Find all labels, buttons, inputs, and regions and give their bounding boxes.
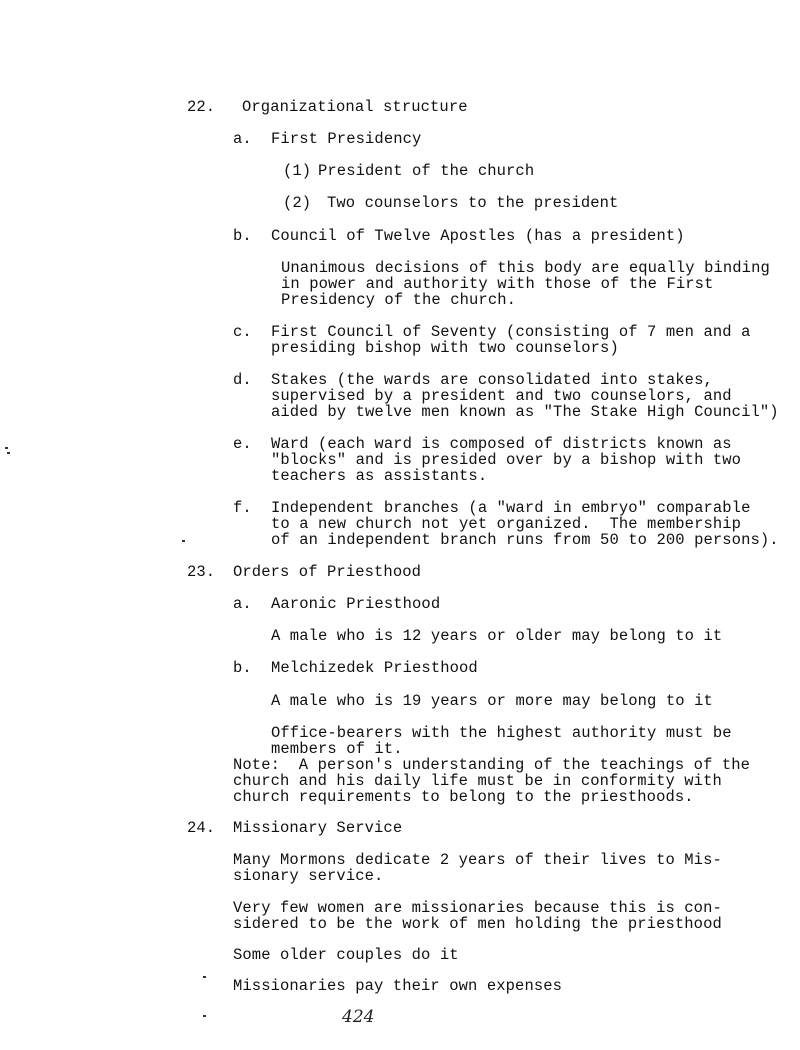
scan-speck (203, 976, 206, 978)
item-22c-letter: c. (233, 323, 252, 341)
scan-speck (5, 447, 8, 449)
item-22b-desc-line: Unanimous decisions of this body are equally binding (281, 259, 770, 277)
page-mark: 424 (342, 1007, 375, 1027)
item-22f-line: Independent branches (a "ward in embryo" comparable (271, 499, 751, 517)
paragraph-line: sionary service. (233, 867, 384, 885)
paragraph-line: Many Mormons dedicate 2 years of their lives to Mis- (233, 851, 722, 869)
item-22f-line: of an independent branch runs from 50 to 200 persons). (271, 531, 779, 549)
scan-speck (203, 1015, 206, 1017)
item-23a-desc: A male who is 12 years or older may belong to it (271, 627, 723, 645)
paragraph-line: Some older couples do it (233, 946, 459, 964)
item-23b-desc2-line: members of it. (271, 740, 403, 758)
item-22c-line: First Council of Seventy (consisting of 7 men and a (271, 323, 751, 341)
item-22b-label: Council of Twelve Apostles (has a president) (271, 227, 685, 245)
scan-speck (7, 452, 10, 454)
paragraph-line: Missionaries pay their own expenses (233, 977, 563, 995)
item-23b-desc: A male who is 19 years or more may belong to it (271, 692, 713, 710)
item-23a-label: Aaronic Priesthood (271, 595, 441, 613)
item-23a-letter: a. (233, 595, 252, 613)
item-23b-label: Melchizedek Priesthood (271, 659, 478, 677)
scan-speck (182, 540, 185, 542)
item-22d-line: supervised by a president and two counselors, and (271, 387, 732, 405)
section-24-number: 24. (187, 819, 216, 837)
subitem-22a1-text: President of the church (318, 162, 535, 180)
item-22f-line: to a new church not yet organized. The membership (271, 515, 742, 533)
section-22-title: Organizational structure (242, 98, 468, 116)
subitem-22a1-num: (1) (283, 162, 312, 180)
item-23b-letter: b. (233, 659, 252, 677)
paragraph-line: Very few women are missionaries because this is con- (233, 899, 722, 917)
item-22d-line: aided by twelve men known as "The Stake High Council") (271, 403, 779, 421)
subitem-22a2-text: Two counselors to the president (327, 194, 619, 212)
section-22-number: 22. (187, 98, 216, 116)
item-22c-line: presiding bishop with two counselors) (271, 339, 619, 357)
note-line: church requirements to belong to the priesthoods. (233, 788, 694, 806)
subitem-22a2-num: (2) (283, 194, 312, 212)
section-23-title: Orders of Priesthood (233, 563, 422, 581)
item-22a-label: First Presidency (271, 130, 422, 148)
item-22e-line: "blocks" and is presided over by a bishop with two (271, 451, 742, 469)
item-22d-letter: d. (233, 371, 252, 389)
item-22e-line: teachers as assistants. (271, 467, 488, 485)
section-23-number: 23. (187, 563, 216, 581)
section-24-title: Missionary Service (233, 819, 403, 837)
item-22e-line: Ward (each ward is composed of districts known as (271, 435, 732, 453)
item-22f-letter: f. (233, 499, 252, 517)
item-22a-letter: a. (233, 130, 252, 148)
item-22b-desc-line: Presidency of the church. (281, 291, 517, 309)
item-23b-desc2-line: Office-bearers with the highest authority must be (271, 724, 732, 742)
note-line: church and his daily life must be in conformity with (233, 772, 722, 790)
item-22b-desc-line: in power and authority with those of the First (281, 275, 714, 293)
paragraph-line: sidered to be the work of men holding the priesthood (233, 915, 722, 933)
item-22b-letter: b. (233, 227, 252, 245)
item-22d-line: Stakes (the wards are consolidated into stakes, (271, 371, 713, 389)
item-22e-letter: e. (233, 435, 252, 453)
note-line: Note: A person's understanding of the teachings of the (233, 756, 751, 774)
